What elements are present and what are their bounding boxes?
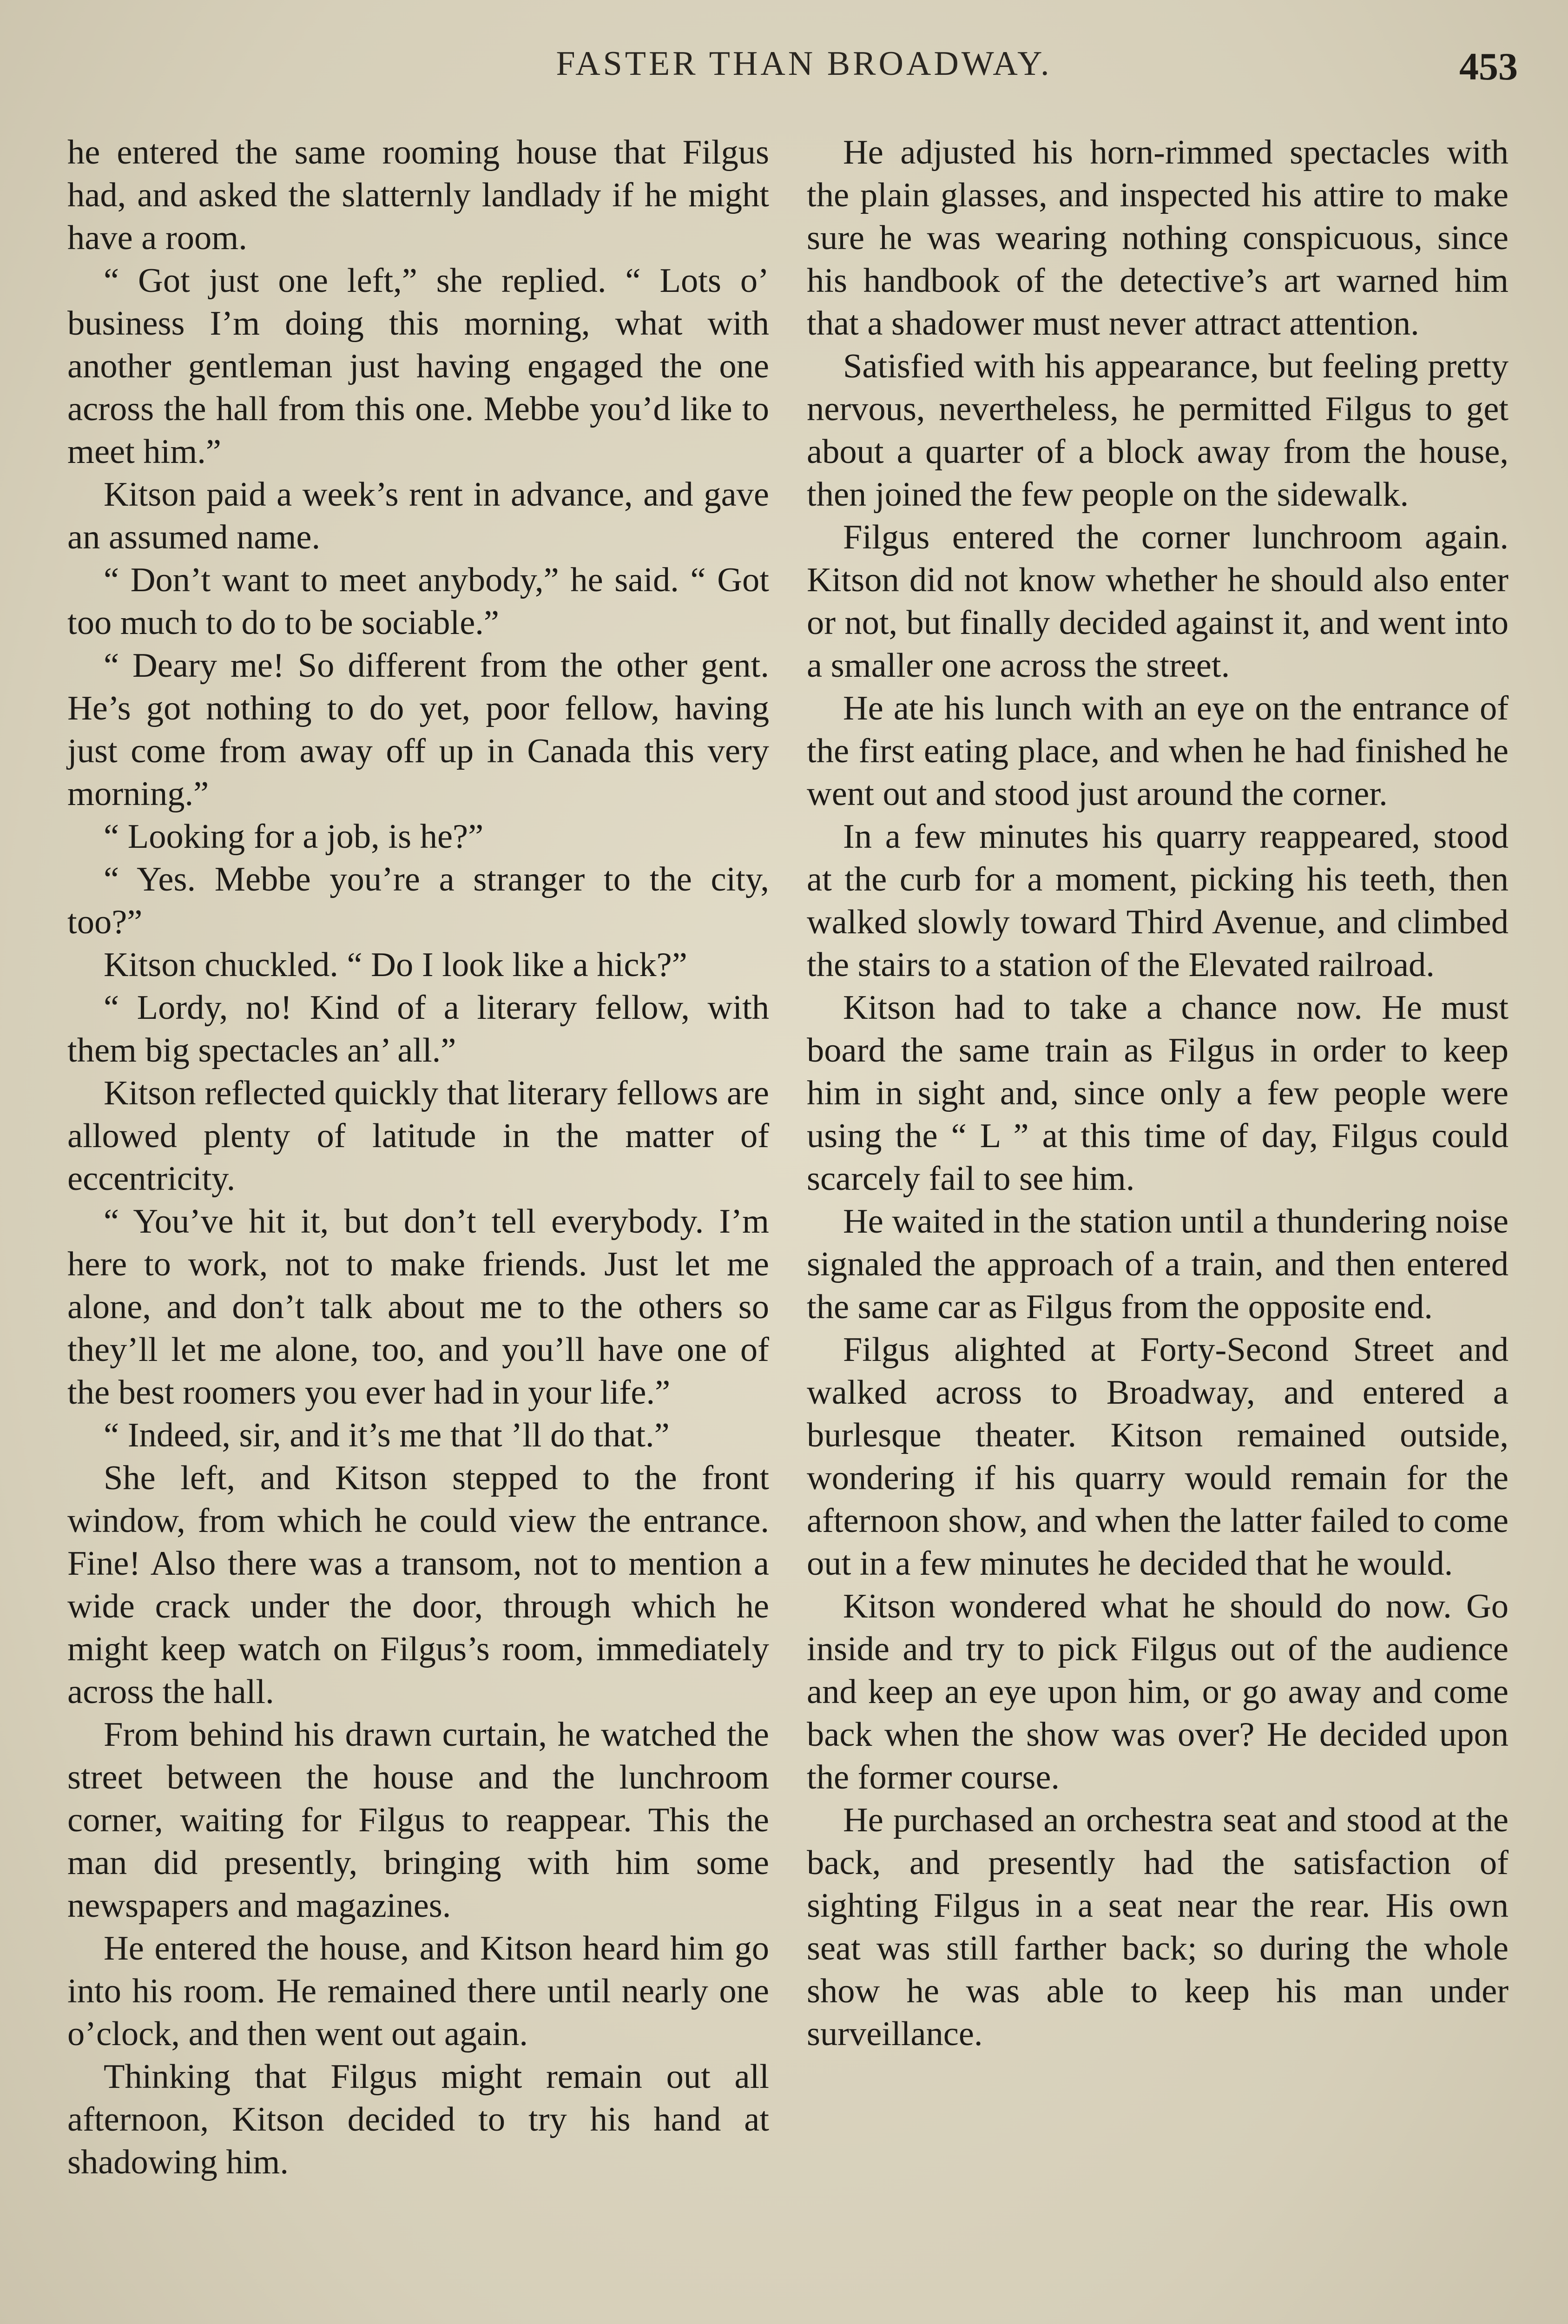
right-column	[807, 131, 1509, 2055]
paragraph: “ Don’t want to meet anybody,” he said. “ Got too much to do to be sociable.”	[67, 561, 769, 642]
paragraph: Kitson chuckled. “ Do I look like a hick?”	[104, 946, 687, 984]
paragraph: He purchased an orchestra seat and stood at the back, and presently had the satisfaction of sighting Filgus in a seat near the rear. His own seat was still farther back; so during the whole show he was able to keep his man under surveillance.	[807, 1801, 1509, 2053]
running-head: FASTER THAN BROADWAY.	[556, 45, 1052, 83]
paragraph: “ Got just one left,” she replied. “ Lots o’ business I’m doing this morning, what with another gentleman just having engaged the one across the hall from this one. Mebbe you’d like to meet him.”	[67, 262, 769, 471]
page-number: 453	[1459, 45, 1518, 88]
paragraph: In a few minutes his quarry reappeared, stood at the curb for a moment, picking his teeth, then walked slowly toward Third Avenue, and climbed the stairs to a station of the Elevated railroad.	[807, 818, 1509, 984]
left-column	[67, 131, 769, 2184]
paragraph: Satisfied with his appearance, but feeling pretty nervous, nevertheless, he permitted Filgus to get about a quarter of a block away from the house, then joined the few people on the sidewalk.	[807, 347, 1509, 514]
paragraph: Filgus alighted at Forty-Second Street and walked across to Broadway, and entered a burlesque theater. Kitson remained outside, wondering if his quarry would remain for the afternoon show, and when the latter failed to come out in a few minutes he decided that he would.	[807, 1331, 1509, 1583]
paragraph: She left, and Kitson stepped to the front window, from which he could view the entrance. Fine! Also there was a transom, not to mention a wide crack under the door, through which he might keep watch on Filgus’s room, immediately across the hall.	[67, 1459, 769, 1711]
paragraph: Kitson paid a week’s rent in advance, and gave an assumed name.	[67, 475, 769, 556]
paragraph: He entered the house, and Kitson heard him go into his room. He remained there until nearly one o’clock, and then went out again.	[67, 1929, 769, 2053]
paragraph: Kitson wondered what he should do now. Go inside and try to pick Filgus out of the audience and keep an eye upon him, or go away and come back when the show was over? He decided upon the former course.	[807, 1587, 1509, 1796]
paragraph: He ate his lunch with an eye on the entrance of the first eating place, and when he had finished he went out and stood just around the corner.	[807, 689, 1509, 813]
paragraph: Filgus entered the corner lunchroom again. Kitson did not know whether he should also enter or not, but finally decided against it, and went into a smaller one across the street.	[807, 518, 1509, 685]
paragraph: he entered the same rooming house that Filgus had, and asked the slatternly landlady if he might have a room.	[67, 133, 769, 257]
paragraph: “ Indeed, sir, and it’s me that ’ll do that.”	[104, 1416, 670, 1454]
paragraph: Kitson reflected quickly that literary fellows are allowed plenty of latitude in the matter of eccentricity.	[67, 1074, 769, 1198]
paragraph: “ Yes. Mebbe you’re a stranger to the city, too?”	[67, 860, 769, 941]
paragraph: “ Looking for a job, is he?”	[104, 818, 484, 856]
paragraph: He waited in the station until a thundering noise signaled the approach of a train, and then entered the same car as Filgus from the opposite end.	[807, 1202, 1509, 1326]
paragraph: Kitson had to take a chance now. He must board the same train as Filgus in order to keep him in sight and, since only a few people were using the “ L ” at this time of day, Filgus could scarcely fail to see him.	[807, 989, 1509, 1198]
paragraph: “ You’ve hit it, but don’t tell everybody. I’m here to work, not to make friends. Just let me alone, and don’t talk about me to the others so they’ll let me alone, too, and you’ll have one of the best roomers you ever had in your life.”	[67, 1202, 769, 1412]
paragraph: He adjusted his horn-rimmed spectacles with the plain glasses, and inspected his attire to make sure he was wearing nothing conspicuous, since his handbook of the detective’s art warned him that a shadower must never attract attention.	[807, 133, 1509, 343]
paragraph: From behind his drawn curtain, he watched the street between the house and the lunchroom corner, waiting for Filgus to reappear. This the man did presently, bringing with him some newspapers and magazines.	[67, 1716, 769, 1925]
paragraph: Thinking that Filgus might remain out all afternoon, Kitson decided to try his hand at shadowing him.	[67, 2058, 769, 2181]
paragraph: “ Deary me! So different from the other gent. He’s got nothing to do yet, poor fellow, having just come from away off up in Canada this very morning.”	[67, 647, 769, 813]
paragraph: “ Lordy, no! Kind of a literary fellow, with them big spectacles an’ all.”	[67, 989, 769, 1070]
